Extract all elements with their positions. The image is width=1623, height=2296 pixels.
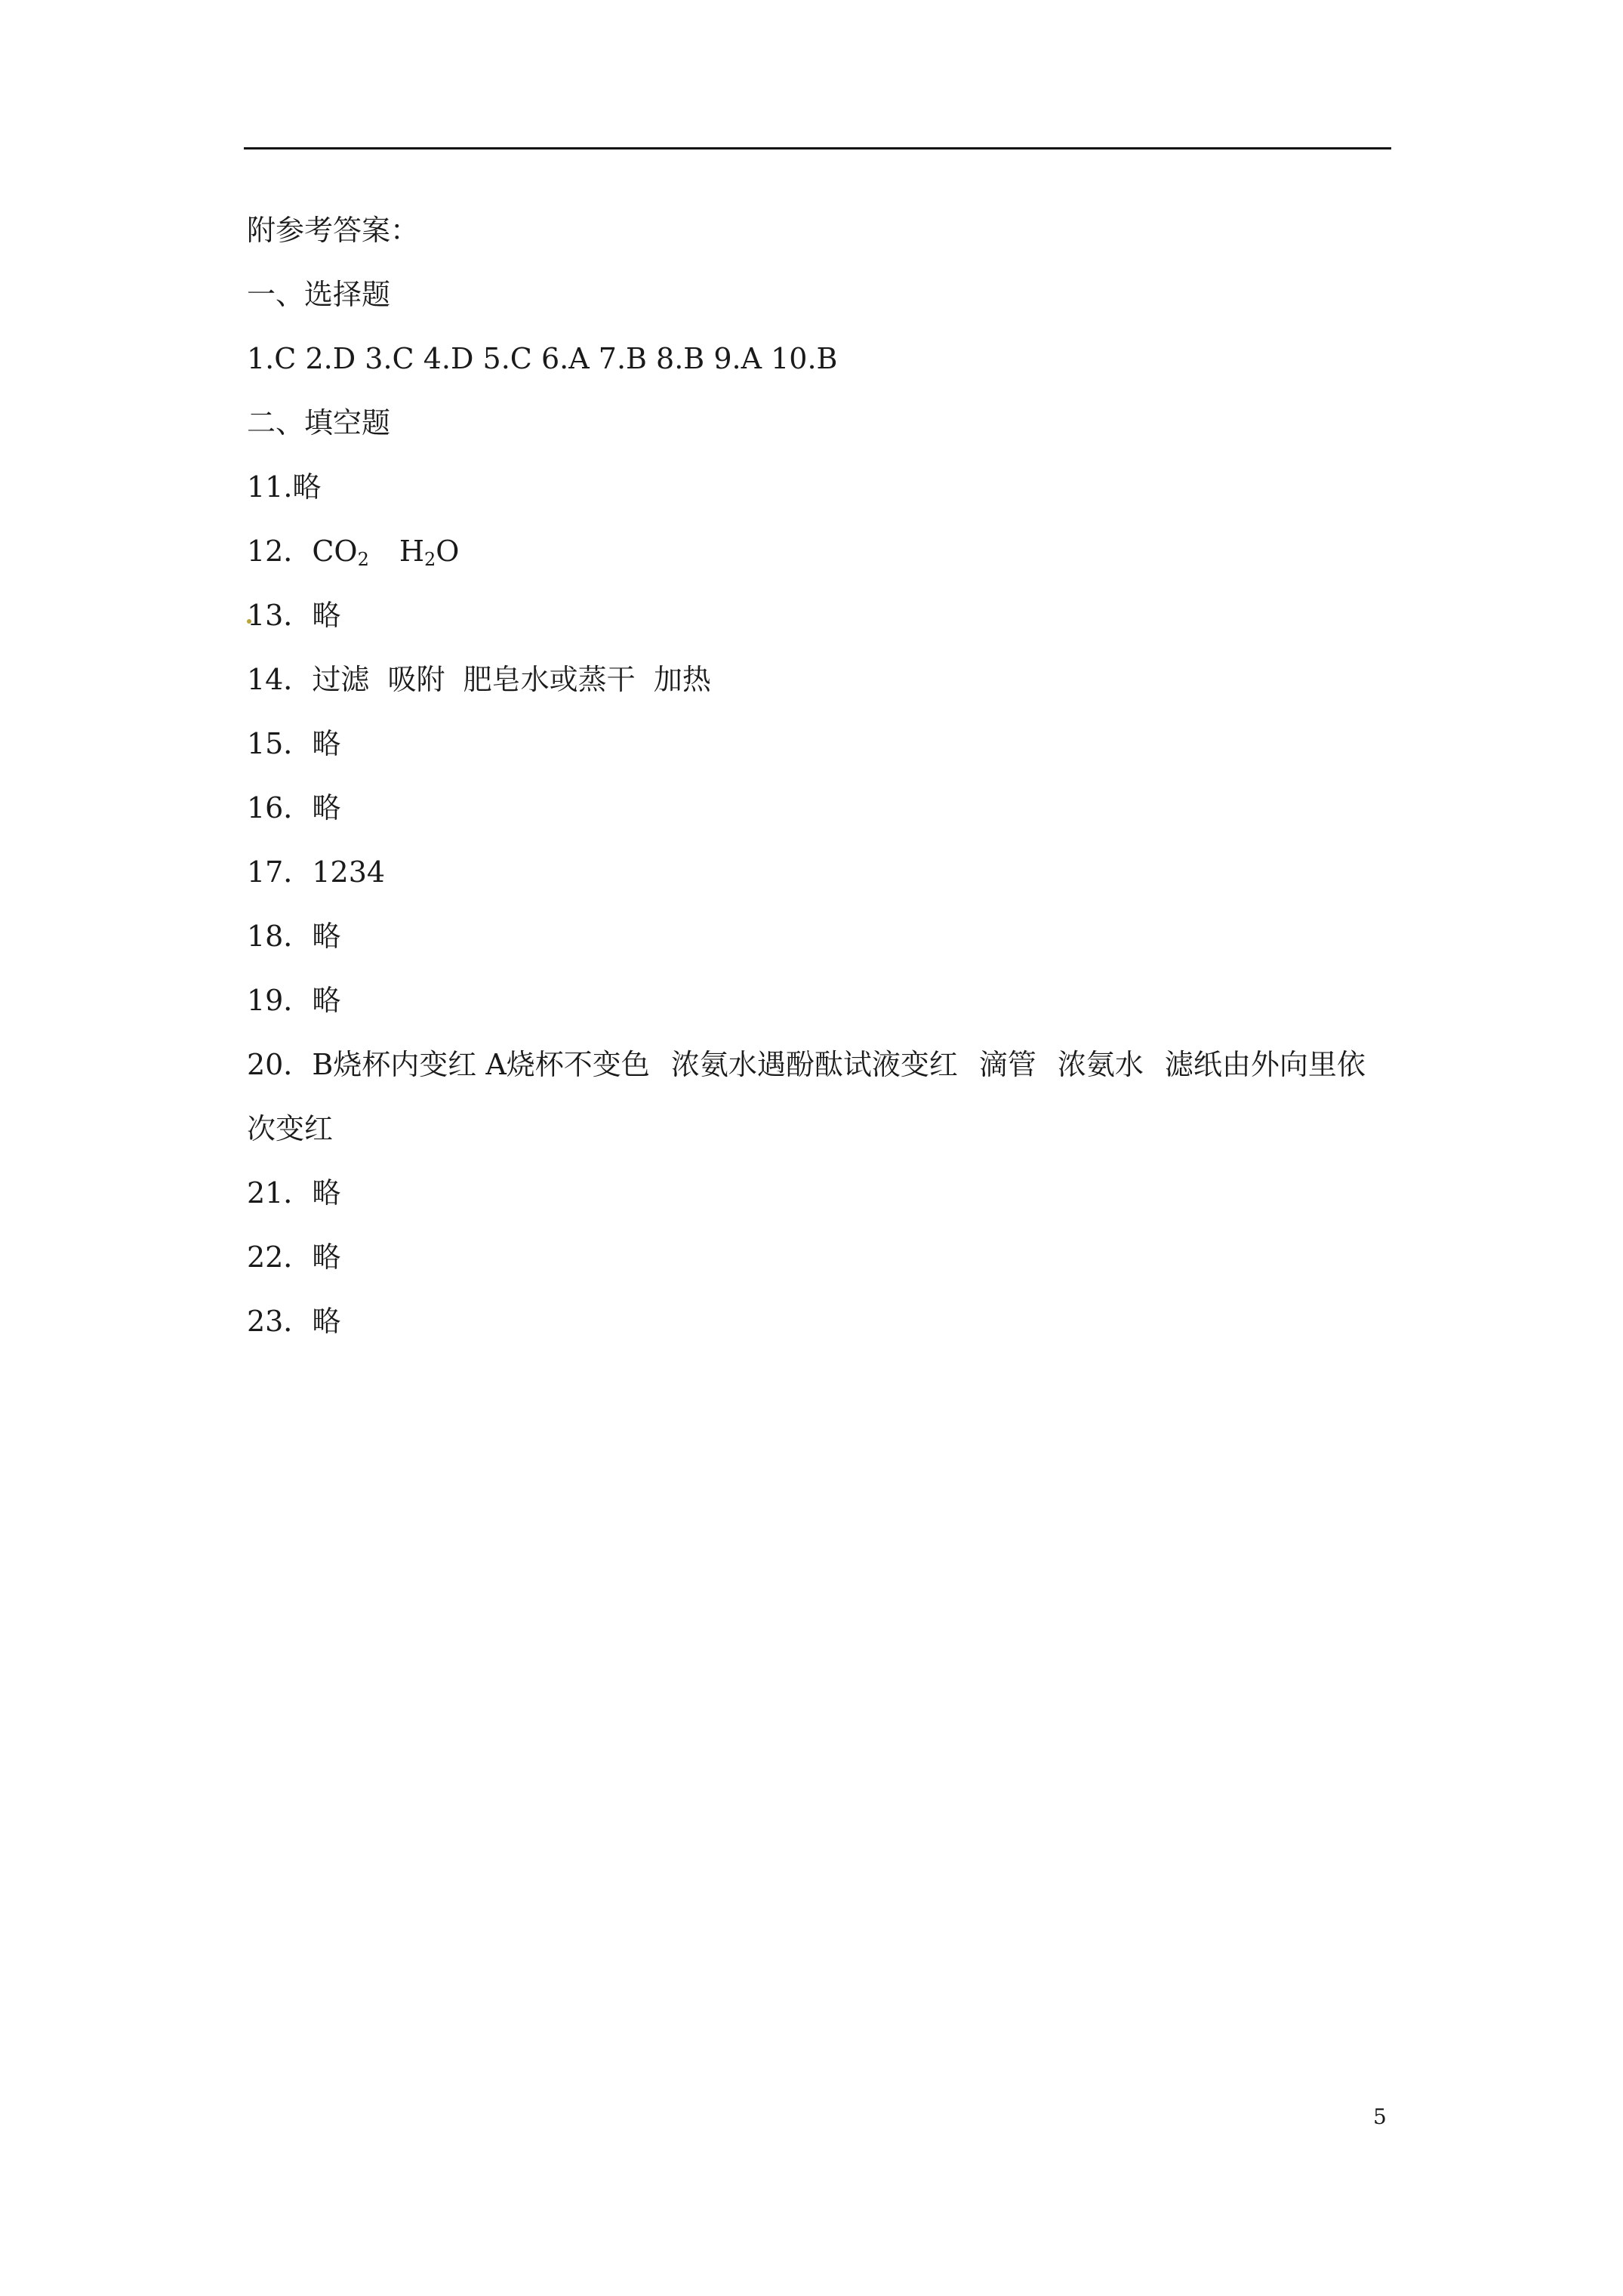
section-title-choice: 一、选择题 xyxy=(247,278,391,311)
choice-answer: 7.B xyxy=(598,342,647,375)
answer-20-part: 20．B烧杯内变红 A烧杯不变色 xyxy=(247,1048,650,1081)
answer-22: 22．略 xyxy=(247,1240,341,1274)
answer-20-part: 浓氨水 xyxy=(1057,1048,1144,1081)
answer-15: 15．略 xyxy=(247,727,341,760)
answer-14: 14．过滤 吸附 肥皂水或蒸干 加热 xyxy=(247,663,711,696)
answer-21: 21．略 xyxy=(247,1176,341,1210)
answer-11: 11.略 xyxy=(247,470,322,504)
answer-13: 13．略 xyxy=(247,599,341,632)
answer-23: 23．略 xyxy=(247,1305,341,1338)
answer-20-line2: 次变红 xyxy=(247,1112,334,1145)
formula-co2: $CO_2$ xyxy=(312,535,369,570)
section-title-fill: 二、填空题 xyxy=(247,406,391,439)
formula-h2o: $H_2O$ xyxy=(399,535,460,570)
choice-answer: 6.A xyxy=(540,342,590,375)
choice-answer: 9.A xyxy=(713,342,762,375)
header-rule xyxy=(244,147,1391,149)
answer-12-label: 12． xyxy=(247,535,313,568)
answer-12 xyxy=(247,532,459,570)
choice-answer: 3.C xyxy=(365,342,414,375)
answer-heading: 附参考答案： xyxy=(247,214,420,247)
choice-answer: 2.D xyxy=(305,342,356,375)
choice-answers xyxy=(247,340,837,378)
answer-20-line1 xyxy=(247,1046,1366,1083)
choice-answer: 5.C xyxy=(482,342,532,375)
answer-20-part: 浓氨水遇酚酞试液变红 xyxy=(670,1048,958,1081)
answer-19: 19．略 xyxy=(247,984,341,1017)
answer-17: 17．1234 xyxy=(247,855,386,889)
choice-answer: 1.C xyxy=(247,342,297,375)
choice-answer: 4.D xyxy=(423,342,474,375)
answer-20-part: 滴管 xyxy=(978,1048,1036,1081)
answer-18: 18．略 xyxy=(247,920,341,953)
answer-20-part: 滤纸由外向里依 xyxy=(1164,1048,1366,1081)
choice-answer: 10.B xyxy=(771,342,838,375)
page-number: 5 xyxy=(1373,2104,1387,2129)
answer-16: 16．略 xyxy=(247,791,341,824)
choice-answer: 8.B xyxy=(656,342,705,375)
